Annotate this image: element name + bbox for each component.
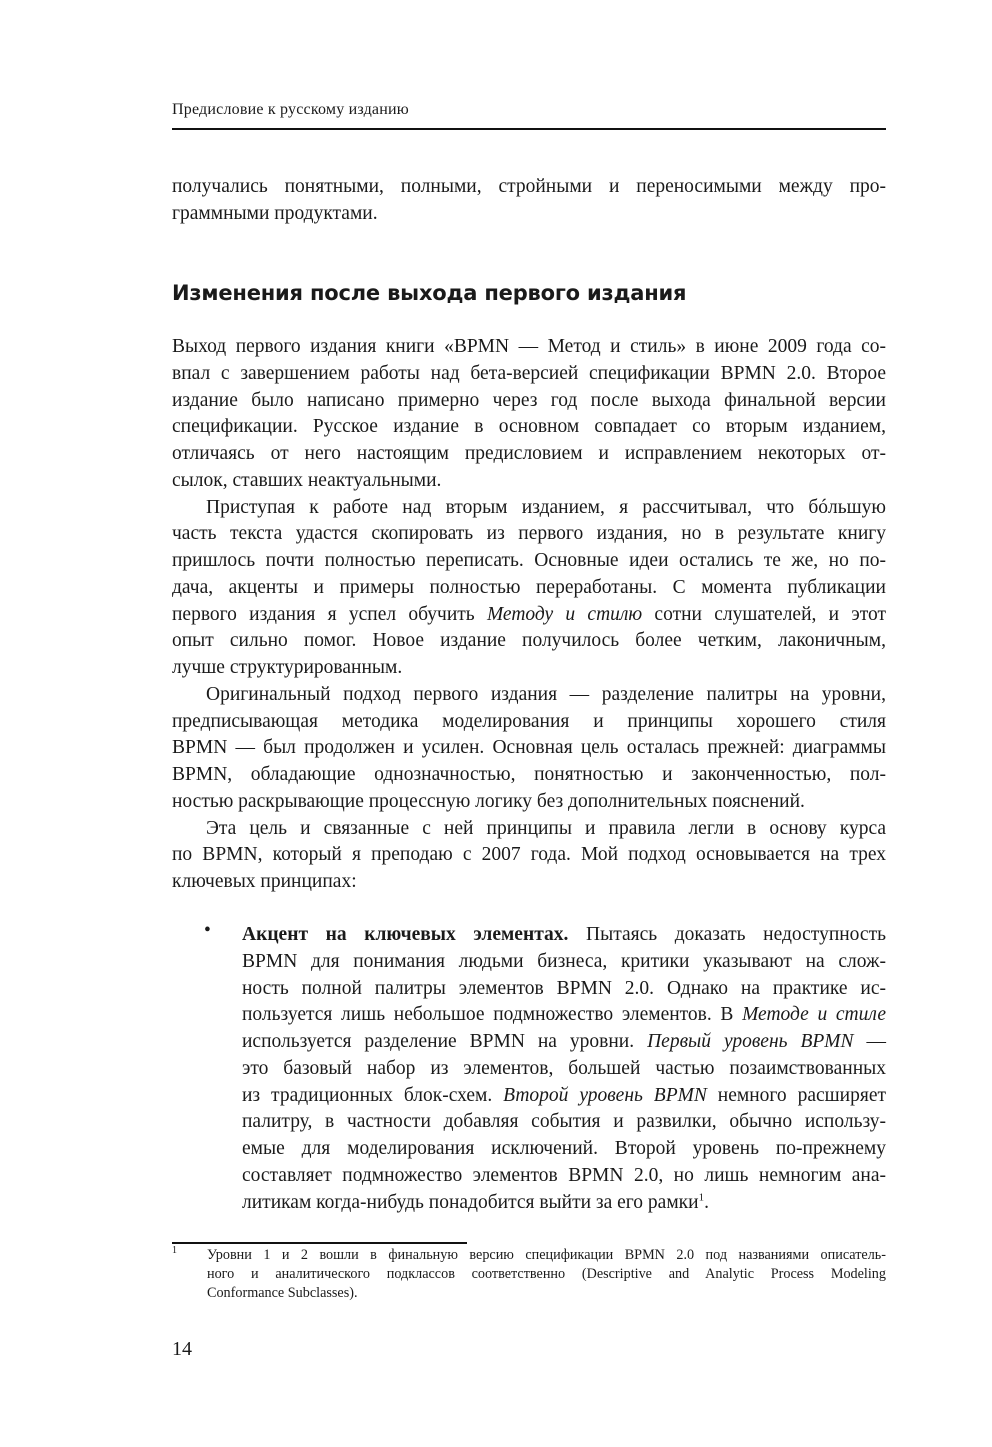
text-line	[242, 922, 886, 949]
text-segment: пользуется лишь небольшое подмножество элементов. В	[242, 1004, 743, 1026]
text-line: это базовый набор из элементов, большей частью позаимствованных	[242, 1057, 886, 1079]
text-line	[242, 1029, 886, 1056]
text-line: ностью раскрывающие процессную логику без дополнительных пояснений.	[172, 790, 805, 812]
text-line: Выход первого издания книги «BPMN — Метод и стиль» в июне 2009 года со-	[172, 336, 886, 357]
paragraph	[172, 816, 886, 896]
section-body	[172, 334, 886, 896]
text-line: BPMN, обладающие однозначностью, понятностью и законченностью, пол-	[172, 764, 886, 785]
text-line: отличаясь от него настоящим предисловием и исправлением некоторых от-	[172, 443, 886, 464]
text-line: предписывающая методика моделирования и принципы хорошего стиля	[172, 710, 886, 732]
intro-paragraph	[172, 174, 886, 228]
paragraph	[172, 334, 886, 495]
header-rule	[172, 128, 886, 130]
text-line: Уровни 1 и 2 вошли в финальную версию спецификации BPMN 2.0 под названиями описатель-	[207, 1247, 886, 1263]
text-segment: литикам когда-нибудь понадобится выйти за его рамки	[242, 1191, 699, 1213]
text-line: лучше структурированным.	[172, 657, 403, 678]
text-line: сылок, ставших неактуальными.	[172, 469, 442, 491]
text-line: опыт сильно помог. Новое издание получилось более четким, лаконичным,	[172, 630, 886, 652]
footnote	[207, 1246, 886, 1303]
paragraph	[172, 682, 886, 816]
text-line: BPMN для понимания людьми бизнеса, критики указывают на слож-	[242, 950, 886, 972]
paragraph	[172, 495, 886, 682]
text-line: ность полной палитры элементов BPMN 2.0. Однако на практике ис-	[242, 977, 886, 999]
text-segment: —	[853, 1031, 887, 1052]
text-segment: сотни слушателей, и этот	[642, 603, 886, 625]
footnote-reference: 1	[698, 1191, 705, 1203]
text-line: ного и аналитического подклассов соответственно (Descriptive and Analytic Process Modeling	[207, 1266, 886, 1282]
text-line: издание было написано примерно через год после выхода финальной версии	[172, 389, 886, 411]
text-segment: первого издания я успел обучить	[172, 603, 487, 625]
text-line: Conformance Subclasses).	[207, 1285, 358, 1301]
running-header: Предисловие к русскому изданию	[172, 101, 409, 118]
text-line: часть текста удастся скопировать из первого издания, но в результате книгу	[172, 523, 886, 545]
text-line: Оригинальный подход первого издания — разделение палитры на уровни,	[206, 683, 886, 705]
text-segment: Методе и стиле	[742, 1004, 886, 1026]
text-line: емые для моделирования исключений. Второй уровень по-прежнему	[242, 1138, 886, 1159]
text-segment: немного расширяет	[706, 1084, 886, 1106]
text-line: Приступая к работе над вторым изданием, я рассчитывал, что бóльшую	[206, 496, 886, 518]
bullet-icon: •	[204, 920, 211, 941]
text-segment: Методу и стилю	[486, 603, 643, 625]
text-line	[242, 1002, 886, 1029]
text-line: граммными продуктами.	[172, 202, 378, 224]
section-title: Изменения после выхода первого издания	[172, 281, 687, 305]
text-segment: из традиционных блок-схем.	[242, 1084, 504, 1106]
text-line: спецификации. Русское издание в основном совпадает со вторым изданием,	[172, 416, 886, 438]
text-segment: .	[704, 1191, 709, 1213]
text-line: составляет подмножество элементов BPMN 2.0, но лишь немногим ана-	[242, 1164, 886, 1186]
footnote-mark: 1	[172, 1245, 177, 1256]
bullet-item	[242, 922, 886, 1216]
text-line	[242, 1083, 886, 1110]
text-segment: Первый уровень BPMN	[647, 1031, 854, 1052]
text-line: палитру, в частности добавляя события и развилки, обычно использу-	[242, 1111, 886, 1133]
text-line: впал с завершением работы над бета-версией спецификации BPMN 2.0. Второе	[172, 362, 886, 384]
text-segment: Пытаясь доказать недоступность	[568, 924, 886, 945]
text-line: по BPMN, который я преподаю с 2007 года. Мой подход основывается на трех	[172, 844, 886, 866]
text-line	[172, 602, 886, 629]
text-segment: Второй уровень BPMN	[503, 1084, 707, 1106]
text-line: ключевых принципах:	[172, 871, 357, 892]
text-line: получались понятными, полными, стройными и переносимыми между про-	[172, 176, 886, 197]
text-line	[242, 1190, 886, 1217]
text-line: Эта цель и связанные с ней принципы и правила легли в основу курса	[206, 817, 886, 839]
text-line: дача, акценты и примеры полностью переработаны. С момента публикации	[172, 576, 886, 598]
text-segment: Акцент на ключевых элементах.	[242, 924, 569, 945]
text-line: BPMN — был продолжен и усилен. Основная цель осталась прежней: диаграммы	[172, 737, 886, 759]
page-number: 14	[172, 1338, 192, 1360]
text-segment: используется разделение BPMN на уровни.	[242, 1031, 648, 1052]
text-line: пришлось почти полностью переписать. Основные идеи остались те же, но по-	[172, 550, 886, 571]
footnote-rule	[172, 1242, 467, 1244]
